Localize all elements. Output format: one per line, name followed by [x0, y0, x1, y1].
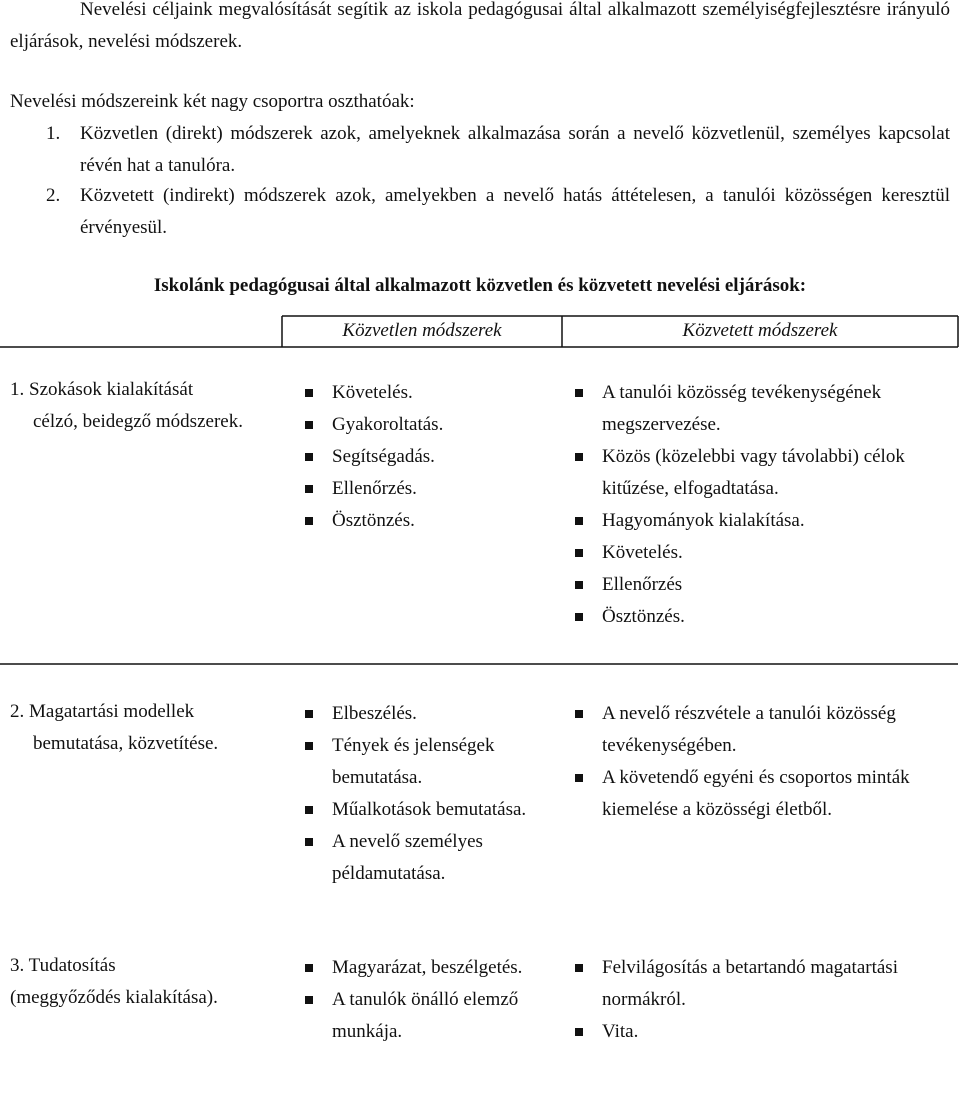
row-label-awareness [10, 950, 272, 1014]
list-item: A nevelő részvétele a tanulói közösség tevékenységében. [572, 698, 952, 762]
indirect-list-models [572, 698, 952, 826]
square-bullet-icon [575, 549, 583, 557]
list-item: Ösztönzés. [302, 505, 562, 537]
table-title: Iskolánk pedagógusai által alkalmazott közvetlen és közvetett nevelési eljárások: [153, 275, 807, 296]
square-bullet-icon [575, 774, 583, 782]
list-item: Magyarázat, beszélgetés. [302, 952, 562, 984]
square-bullet-icon [305, 806, 313, 814]
method-text: Közvetett (indirekt) módszerek azok, amelyekben a nevelő hatás áttételesen, a tanulói közösségen keresztül érvényesül. [80, 185, 950, 238]
list-item: A tanulói közösség tevékenységének megszervezése. [572, 377, 952, 441]
direct-list-awareness [302, 952, 562, 1048]
row-label-rest: (meggyőződés kialakítása). [10, 987, 218, 1008]
method-text: Közvetlen (direkt) módszerek azok, amelyeknek alkalmazása során a nevelő közvetlenül, személyes kapcsolat révén hat a tanulóra. [80, 123, 950, 176]
square-bullet-icon [575, 453, 583, 461]
square-bullet-icon [305, 742, 313, 750]
square-bullet-icon [305, 838, 313, 846]
row-label-rest: bemutatása, közvetítése. [33, 733, 219, 754]
method-number: 1. [46, 123, 61, 144]
list-item: Hagyományok kialakítása. [572, 505, 952, 537]
indirect-list-awareness [572, 952, 952, 1048]
list-item: Követelés. [302, 377, 562, 409]
list-item: Követelés. [572, 537, 952, 569]
square-bullet-icon [575, 1028, 583, 1036]
method-number: 2. [46, 185, 61, 206]
list-item: Elbeszélés. [302, 698, 562, 730]
square-bullet-icon [305, 964, 313, 972]
square-bullet-icon [305, 389, 313, 397]
indirect-list-habits [572, 377, 952, 633]
intro-paragraph: Nevelési céljaink megvalósítását segítik az iskola pedagógusai által alkalmazott személyiségfejlesztésre irányuló eljárások, nevelési módszerek. [10, 0, 950, 52]
row-label-first: 1. Szokások kialakítását [10, 379, 194, 400]
square-bullet-icon [575, 613, 583, 621]
row-label-models [10, 696, 272, 760]
square-bullet-icon [305, 485, 313, 493]
list-item: Gyakoroltatás. [302, 409, 562, 441]
direct-list-habits [302, 377, 562, 537]
square-bullet-icon [305, 710, 313, 718]
square-bullet-icon [575, 964, 583, 972]
square-bullet-icon [305, 421, 313, 429]
list-item: Ellenőrzés [572, 569, 952, 601]
method-item-direct [46, 118, 950, 182]
square-bullet-icon [305, 517, 313, 525]
row-label-first: 3. Tudatosítás [10, 955, 116, 976]
list-item: A nevelő személyes példamutatása. [302, 826, 562, 890]
list-item: Tények és jelenségek bemutatása. [302, 730, 562, 794]
square-bullet-icon [575, 517, 583, 525]
list-item: Ellenőrzés. [302, 473, 562, 505]
list-item: Felvilágosítás a betartandó magatartási normákról. [572, 952, 952, 1016]
square-bullet-icon [305, 996, 313, 1004]
square-bullet-icon [575, 710, 583, 718]
list-item: Műalkotások bemutatása. [302, 794, 562, 826]
method-item-indirect [46, 180, 950, 244]
list-item: A követendő egyéni és csoportos minták kiemelése a közösségi életből. [572, 762, 952, 826]
header-indirect: Közvetett módszerek [682, 320, 838, 341]
square-bullet-icon [575, 389, 583, 397]
row-label-first: 2. Magatartási modellek [10, 701, 195, 722]
header-direct: Közvetlen módszerek [342, 320, 502, 341]
row-label-habits [10, 374, 272, 438]
row-label-rest: célzó, beidegző módszerek. [33, 411, 243, 432]
list-item: Segítségadás. [302, 441, 562, 473]
list-item: Vita. [572, 1016, 952, 1048]
groups-intro: Nevelési módszereink két nagy csoportra oszthatóak: [10, 91, 415, 112]
square-bullet-icon [575, 581, 583, 589]
direct-list-models [302, 698, 562, 890]
list-item: A tanulók önálló elemző munkája. [302, 984, 562, 1048]
square-bullet-icon [305, 453, 313, 461]
list-item: Ösztönzés. [572, 601, 952, 633]
list-item: Közös (közelebbi vagy távolabbi) célok kitűzése, elfogadtatása. [572, 441, 952, 505]
